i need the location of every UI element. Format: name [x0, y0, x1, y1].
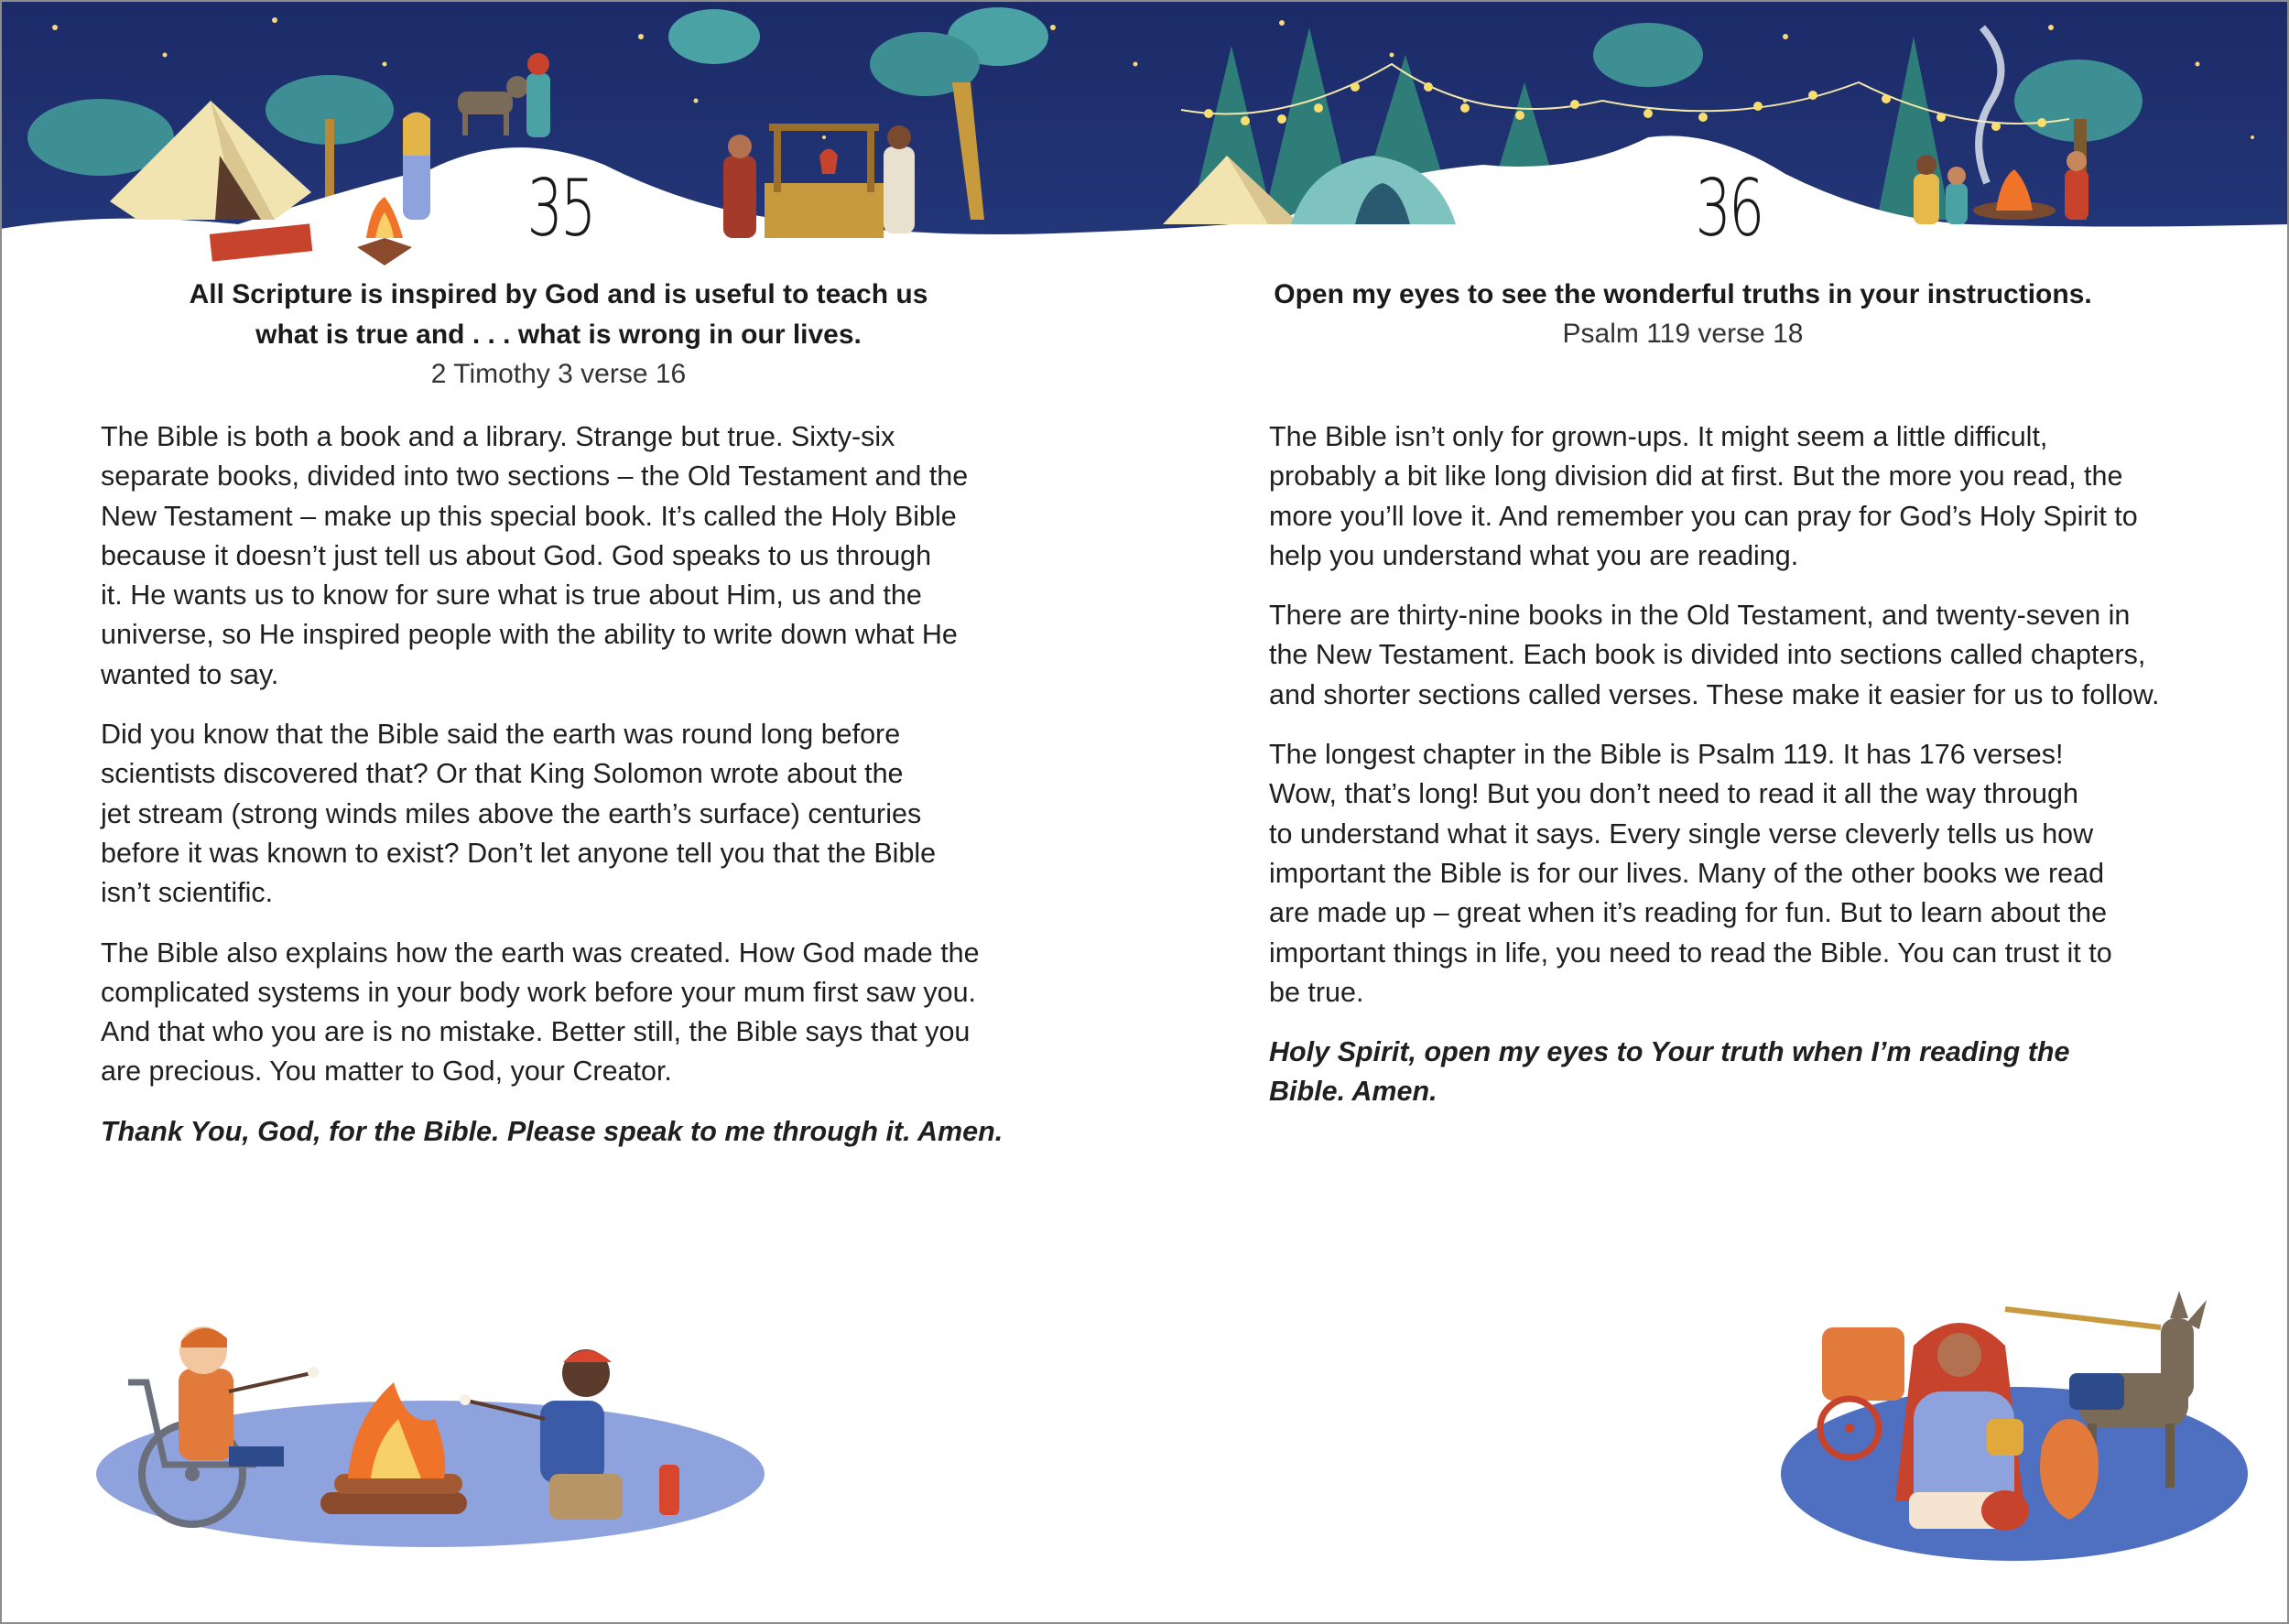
text-line: The Bible is both a book and a library. Strange but true. Sixty-six	[101, 421, 895, 452]
text-line: because it doesn’t just tell us about God. God speaks to us through	[101, 539, 932, 571]
text-line: probably a bit like long division did at first. But the more you read, the	[1269, 460, 2123, 493]
paragraph	[1269, 596, 2240, 715]
prayer-line: Bible. Amen.	[1269, 1076, 1437, 1108]
text-line: Did you know that the Bible said the earth was round long before	[101, 719, 901, 751]
verse-reference: 2 Timothy 3 verse 16	[430, 359, 687, 389]
text-line: scientists discovered that? Or that King Solomon wrote about the	[101, 758, 904, 790]
text-line: wanted to say.	[101, 658, 279, 690]
text-line: more you’ll love it. And remember you can pray for God’s Holy Spirit to	[1269, 500, 2138, 532]
text-line: The Bible isn’t only for grown-ups. It might seem a little difficult,	[1269, 421, 2048, 452]
text-line: There are thirty-nine books in the Old Testament, and twenty-seven in	[1269, 600, 2131, 632]
text-line: Wow, that’s long! But you don’t need to read it all the way through	[1269, 778, 2078, 810]
prayer-right	[1269, 1033, 2240, 1112]
text-line: The longest chapter in the Bible is Psalm 119. It has 176 verses!	[1269, 739, 2064, 771]
body-text-right	[1269, 417, 2240, 1132]
text-line: are made up – great when it’s reading for fun. But to learn about the	[1269, 897, 2108, 929]
text-line: help you understand what you are reading.	[1269, 539, 1799, 571]
text-line: important the Bible is for our lives. Many of the other books we read	[1269, 857, 2105, 889]
prayer-line: Holy Spirit, open my eyes to Your truth when I’m reading the	[1269, 1036, 2070, 1068]
text-line: before it was known to exist? Don’t let anyone tell you that the Bible	[101, 837, 937, 869]
verse-line: Open my eyes to see the wonderful truths in your instructions.	[1274, 279, 2092, 309]
text-line: jet stream (strong winds miles above the earth’s surface) centuries	[101, 797, 922, 829]
paragraph	[101, 715, 1053, 913]
paragraph	[101, 417, 1053, 695]
verse-block-right	[1225, 275, 2141, 353]
text-line: isn’t scientific.	[101, 877, 274, 909]
text-line: are precious. You matter to God, your Creator.	[101, 1056, 672, 1088]
paragraph	[101, 934, 1053, 1092]
text-line: The Bible also explains how the earth was created. How God made the	[101, 937, 980, 969]
prayer-line: Thank You, God, for the Bible. Please speak to me through it. Amen.	[101, 1115, 1003, 1147]
text-line: separate books, divided into two sections – the Old Testament and the	[101, 460, 969, 493]
verse-line: what is true and . . . what is wrong in our lives.	[255, 319, 862, 350]
verse-block-left	[101, 275, 1016, 394]
text-line: the New Testament. Each book is divided into sections called chapters,	[1269, 639, 2146, 671]
text-line: universe, so He inspired people with the ability to write down what He	[101, 619, 958, 651]
verse-line: All Scripture is inspired by God and is useful to teach us	[189, 279, 928, 309]
thermos-icon	[659, 1465, 679, 1515]
prayer-left	[101, 1112, 1053, 1152]
text-line: And that who you are is no mistake. Better still, the Bible says that you	[101, 1016, 971, 1048]
paragraph	[1269, 417, 2240, 576]
text-line: and shorter sections called verses. These make it easier for us to follow.	[1269, 678, 2160, 710]
page-number-left: 35	[526, 163, 594, 254]
woman-donkey-illustration	[1776, 1291, 2252, 1565]
pot-small-icon	[1981, 1490, 2029, 1531]
text-line: it. He wants us to know for sure what is true about Him, us and the	[101, 579, 922, 612]
left-page	[0, 0, 1144, 1624]
paragraph	[1269, 735, 2240, 1012]
verse-reference: Psalm 119 verse 18	[1562, 319, 1804, 349]
right-page	[1144, 0, 2289, 1624]
body-text-left	[101, 417, 1053, 1172]
campfire-children-illustration	[92, 1282, 769, 1556]
page-number-right: 36	[1695, 163, 1763, 254]
text-line: important things in life, you need to read the Bible. You can trust it to	[1269, 937, 2112, 969]
text-line: to understand what it says. Every single verse cleverly tells us how	[1269, 817, 2094, 850]
text-line: complicated systems in your body work before your mum first saw you.	[101, 976, 977, 1008]
text-line: be true.	[1269, 976, 1364, 1008]
text-line: New Testament – make up this special book. It’s called the Holy Bible	[101, 500, 957, 532]
